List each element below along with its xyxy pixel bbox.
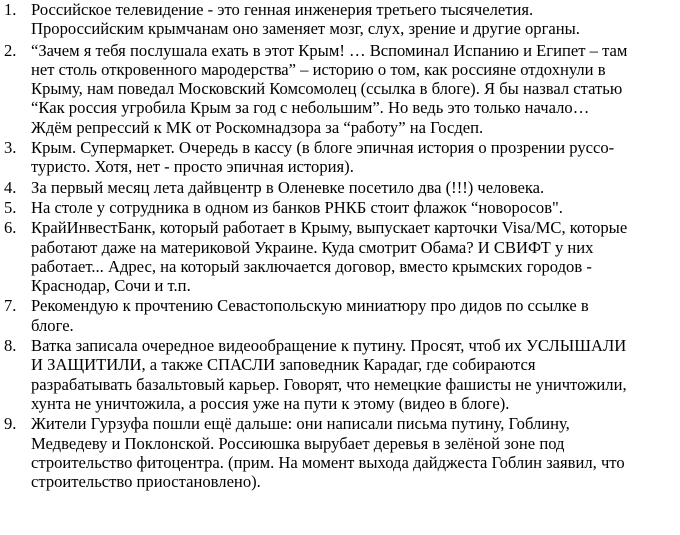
list-item-text-line: Краснодар, Сочи и т.п. — [31, 276, 191, 296]
list-item-text-line: работает... Адрес, на который заключается договор, вместо крымских городов - — [31, 256, 592, 276]
list-item-number: 3. — [4, 138, 17, 158]
list-item-text-line: Ватка записала очередное видеообращение к путину. Просят, чтоб их УСЛЫШАЛИ — [31, 336, 627, 356]
list-item-number: 8. — [4, 336, 17, 356]
list-item-text-line: строительство фитоцентра. (прим. На момент выхода дайджеста Гоблин заявил, что — [31, 452, 625, 472]
list-item-text-line: разрабатывать базальтовый карьер. Говорят, что немецкие фашисты не уничтожили, — [31, 374, 627, 394]
list-item — [0, 296, 672, 335]
list-item-text-line: строительство приостановлено). — [31, 472, 261, 492]
list-item-text-line: Крыму, нам поведал Московский Комсомолец (ссылка в блоге). Я бы назвал статью — [31, 79, 623, 99]
list-item-text-line: туристо. Хотя, нет - просто эпичная история). — [31, 157, 354, 177]
list-item-text-line: “Как россия угробила Крым за год с небольшим”. Но ведь это только начало… — [31, 98, 590, 118]
list-item — [0, 414, 672, 491]
list-item-text-line: блоге. — [31, 315, 74, 335]
list-item-text-line: На столе у сотрудника в одном из банков РНКБ стоит флажок “новоросов". — [31, 197, 563, 217]
list-item-text-line: Медведеву и Поклонской. Россиюшка вырубает деревья в зелёной зоне под — [31, 433, 565, 453]
list-item-number: 7. — [4, 296, 17, 316]
list-item — [0, 138, 672, 177]
list-item-number: 1. — [4, 0, 17, 19]
list-item-number: 9. — [4, 414, 17, 434]
list-item-text-line: Российское телевидение - это генная инженерия третьего тысячелетия. — [31, 0, 534, 19]
list-item-number: 6. — [4, 218, 17, 238]
list-item-text-line: И ЗАЩИТИЛИ, а также СПАСЛИ заповедник Карадаг, где собираются — [31, 355, 536, 375]
list-item — [0, 178, 672, 197]
list-item-text-line: работают даже на материковой Украине. Куда смотрит Обама? И СВИФТ у них — [31, 237, 594, 257]
list-item — [0, 41, 672, 137]
list-item-number: 2. — [4, 40, 17, 60]
list-item-text-line: Рекомендую к прочтению Севастопольскую миниатюру про дидов по ссылке в — [31, 296, 589, 316]
list-item-text-line: Ждём репрессий к МК от Роскомнадзора за “работу” на Госдеп. — [31, 117, 484, 137]
list-item-number: 4. — [4, 177, 17, 197]
list-item-text-line: хунта не уничтожила, а россия уже на пути к этому (видео в блоге). — [31, 393, 510, 413]
list-item-text-line: нет столь откровенного мародерства” – историю о том, как россияне отдохнули в — [31, 59, 606, 79]
list-item-text-line: Жители Гурзуфа пошли ещё дальше: они написали письма путину, Гоблину, — [31, 414, 570, 434]
list-item-text-line: Крым. Супермаркет. Очередь в кассу (в блоге эпичная история о прозрении руссо- — [31, 138, 615, 158]
list-item — [0, 0, 672, 39]
list-item-text-line: Пророссийским крымчанам оно заменяет мозг, слух, зрение и другие органы. — [31, 19, 580, 39]
list-item — [0, 336, 672, 413]
list-item-text-line: За первый месяц лета дайвцентр в Оленевке посетило два (!!!) человека. — [31, 177, 545, 197]
list-item — [0, 218, 672, 295]
list-item-number: 5. — [4, 197, 17, 217]
list-item-text-line: “Зачем я тебя послушала ехать в этот Крым! … Вспоминал Испанию и Египет – там — [31, 40, 628, 60]
list-item-text-line: КрайИнвестБанк, который работает в Крыму, выпускает карточки Visa/MC, которые — [31, 218, 628, 238]
list-item — [0, 198, 672, 217]
